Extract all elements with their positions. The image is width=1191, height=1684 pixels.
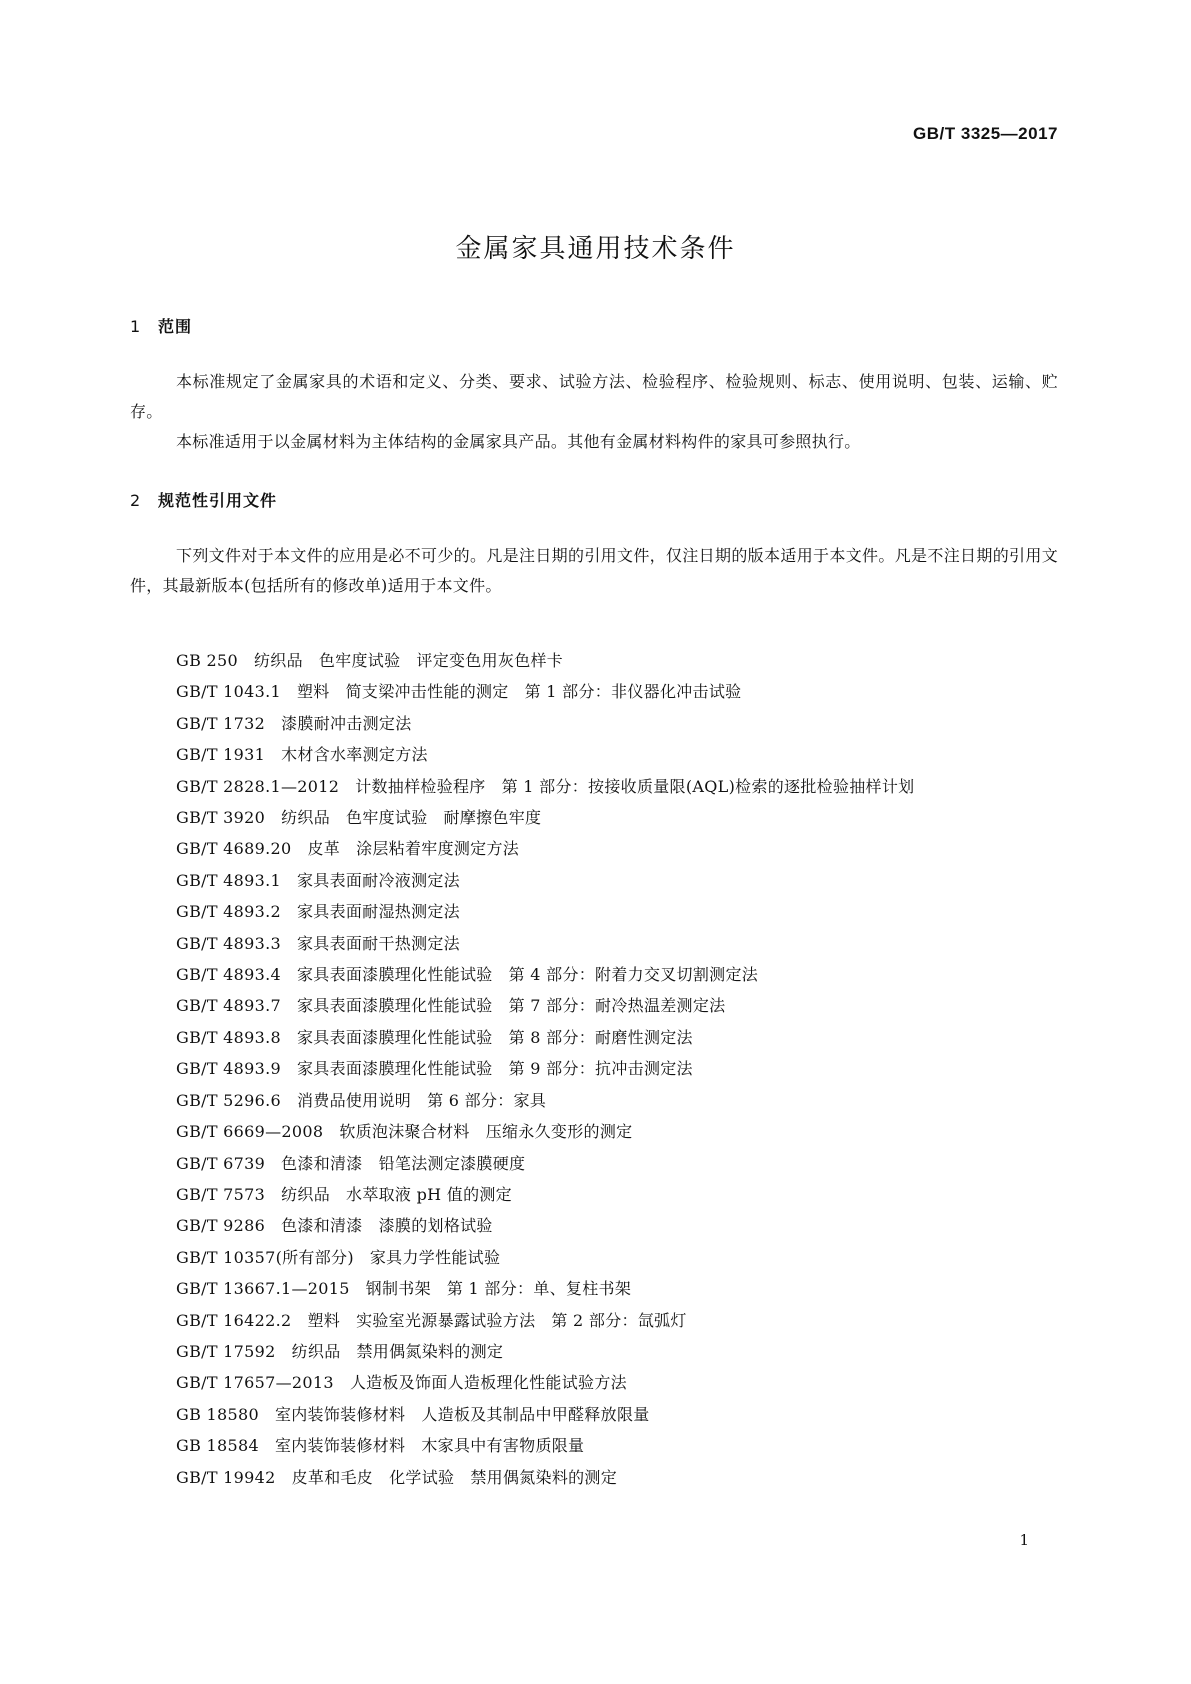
reference-code: GB/T 1043.1 [176,682,281,702]
reference-item [130,1242,1058,1273]
reference-title-part: 化学试验 [389,1467,455,1487]
section-2-heading [130,488,277,511]
scope-paragraph-1: 本标准规定了金属家具的术语和定义、分类、要求、试验方法、检验程序、检验规则、标志、使用说明、包装、运输、贮存。 [130,372,1058,421]
reference-code: GB/T 4893.4 [176,965,281,985]
reference-title-part: 实验室光源暴露试验方法 [356,1310,536,1330]
reference-title-part: 消费品使用说明 [296,1090,412,1110]
reference-item [130,833,1058,864]
reference-title-part: 色漆和清漆 [281,1216,363,1236]
reference-title-part: 压缩永久变形的测定 [485,1122,633,1142]
reference-item [130,802,1058,833]
reference-code: GB 250 [176,651,238,670]
reference-code: GB 18584 [176,1436,259,1456]
reference-title-part: 室内装饰装修材料 [274,1404,406,1424]
reference-title-part: 家具表面漆膜理化性能试验 [296,965,493,985]
reference-title-part: 第 6 部分：家具 [427,1090,547,1110]
reference-item [130,865,1058,896]
reference-item [130,1053,1058,1084]
reference-code: GB/T 1931 [176,745,266,765]
reference-title-part: 纺织品 [281,808,331,828]
reference-code: GB/T 2828.1—2012 [176,776,340,796]
reference-title-part: 人造板及饰面人造板理化性能试验方法 [349,1373,627,1393]
reference-title-part: 耐摩擦色牢度 [443,808,542,828]
reference-title-part: 第 9 部分：抗冲击测定法 [508,1059,693,1079]
reference-code: GB/T 6669—2008 [176,1122,324,1142]
section-number: 2 [130,491,141,510]
reference-item [130,739,1058,770]
reference-item [130,928,1058,959]
reference-code: GB 18580 [176,1404,259,1424]
reference-title-part: 纺织品 [253,651,303,670]
reference-code: GB/T 19942 [176,1467,276,1487]
document-title: 金属家具通用技术条件 [455,234,736,264]
reference-code: GB/T 7573 [176,1184,266,1204]
reference-title-part: 家具表面漆膜理化性能试验 [296,1059,493,1079]
reference-title-part: 第 1 部分：单、复柱书架 [446,1279,632,1299]
reference-title-part: 木材含水率测定方法 [281,745,428,765]
reference-title-part: 皮革 [307,839,341,859]
reference-item [130,1305,1058,1336]
reference-code: GB/T 17657—2013 [176,1373,334,1393]
reference-item [130,1116,1058,1147]
reference-item [130,1210,1058,1241]
reference-code: GB/T 6739 [176,1153,266,1173]
section-number: 1 [130,317,141,336]
reference-title-part: 铅笔法测定漆膜硬度 [378,1153,526,1173]
reference-code: GB/T 9286 [176,1216,266,1236]
reference-item [130,896,1058,927]
reference-item [130,1399,1058,1430]
reference-title-part: 家具表面漆膜理化性能试验 [296,1027,493,1047]
reference-title-part: 禁用偶氮染料的测定 [356,1341,504,1361]
section-1-heading [130,314,192,337]
reference-item [130,1022,1058,1053]
reference-title-part: 木家具中有害物质限量 [421,1436,585,1456]
scope-paragraph-2: 本标准适用于以金属材料为主体结构的金属家具产品。其他有金属材料构件的家具可参照执行。 [176,432,861,451]
reference-code: GB/T 4893.7 [176,996,281,1016]
reference-title-part: 钢制书架 [365,1279,431,1299]
reference-title-part: 漆膜耐冲击测定法 [281,713,412,733]
reference-code: GB/T 3920 [176,808,266,828]
reference-code: GB/T 4893.3 [176,933,281,953]
reference-code: GB/T 10357(所有部分) [176,1247,354,1267]
section-title: 规范性引用文件 [158,491,278,510]
reference-code: GB/T 4893.2 [176,902,281,922]
reference-code: GB/T 4893.8 [176,1027,281,1047]
normative-references-intro: 下列文件对于本文件的应用是必不可少的。凡是注日期的引用文件，仅注日期的版本适用于本文件。凡是不注日期的引用文件，其最新版本(包括所有的修改单)适用于本文件。 [130,546,1058,595]
reference-title-part: 涂层粘着牢度测定方法 [356,839,520,859]
reference-title-part: 第 2 部分：氙弧灯 [551,1310,687,1330]
reference-title-part: 纺织品 [291,1341,341,1361]
reference-title-part: 人造板及其制品中甲醛释放限量 [421,1404,650,1424]
reference-title-part: 塑料 [307,1310,341,1330]
reference-title-part: 第 1 部分：按接收质量限(AQL)检索的逐批检验抽样计划 [501,776,915,796]
reference-title-part: 家具力学性能试验 [369,1247,501,1267]
reference-title-part: 家具表面耐湿热测定法 [296,902,460,922]
reference-title-part: 室内装饰装修材料 [274,1436,406,1456]
page-number: 1 [1019,1531,1029,1549]
reference-code: GB/T 16422.2 [176,1310,292,1330]
section-title: 范围 [158,317,193,336]
reference-title-part: 第 1 部分：非仪器化冲击试验 [524,682,742,702]
reference-title-part: 塑料 [296,682,330,702]
reference-item [130,959,1058,990]
reference-list [130,645,1058,1493]
reference-title-part: 软质泡沫聚合材料 [339,1122,470,1142]
reference-item [130,990,1058,1021]
reference-item [130,771,1058,802]
reference-title-part: 家具表面耐干热测定法 [296,933,460,953]
reference-title-part: 水萃取液 pH 值的测定 [346,1184,512,1204]
reference-item [130,645,1058,676]
reference-item [130,708,1058,739]
reference-item [130,1367,1058,1398]
reference-item [130,1462,1058,1493]
reference-title-part: 计数抽样检验程序 [355,776,486,796]
reference-title-part: 简支梁冲击性能的测定 [345,682,509,702]
reference-item [130,1273,1058,1304]
reference-item [130,1148,1058,1179]
reference-code: GB/T 4689.20 [176,839,292,859]
reference-item [130,1336,1058,1367]
reference-title-part: 禁用偶氮染料的测定 [470,1467,618,1487]
reference-item [130,676,1058,707]
reference-title-part: 纺织品 [281,1184,331,1204]
reference-title-part: 第 7 部分：耐冷热温差测定法 [508,996,726,1016]
reference-item [130,1085,1058,1116]
reference-title-part: 漆膜的划格试验 [378,1216,493,1236]
reference-item [130,1430,1058,1461]
reference-title-part: 皮革和毛皮 [291,1467,374,1487]
reference-title-part: 评定变色用灰色样卡 [416,651,564,670]
reference-item [130,1179,1058,1210]
standard-code: GB/T 3325—2017 [913,124,1058,143]
reference-title-part: 色牢度试验 [318,651,401,670]
reference-code: GB/T 1732 [176,713,266,733]
reference-code: GB/T 17592 [176,1341,276,1361]
reference-title-part: 第 4 部分：附着力交叉切割测定法 [508,965,759,985]
reference-code: GB/T 13667.1—2015 [176,1279,350,1299]
reference-title-part: 家具表面漆膜理化性能试验 [296,996,493,1016]
reference-title-part: 色漆和清漆 [281,1153,363,1173]
reference-title-part: 家具表面耐冷液测定法 [296,870,460,890]
reference-title-part: 色牢度试验 [346,808,428,828]
reference-title-part: 第 8 部分：耐磨性测定法 [508,1027,693,1047]
reference-code: GB/T 4893.1 [176,870,281,890]
reference-code: GB/T 4893.9 [176,1059,281,1079]
reference-code: GB/T 5296.6 [176,1090,281,1110]
